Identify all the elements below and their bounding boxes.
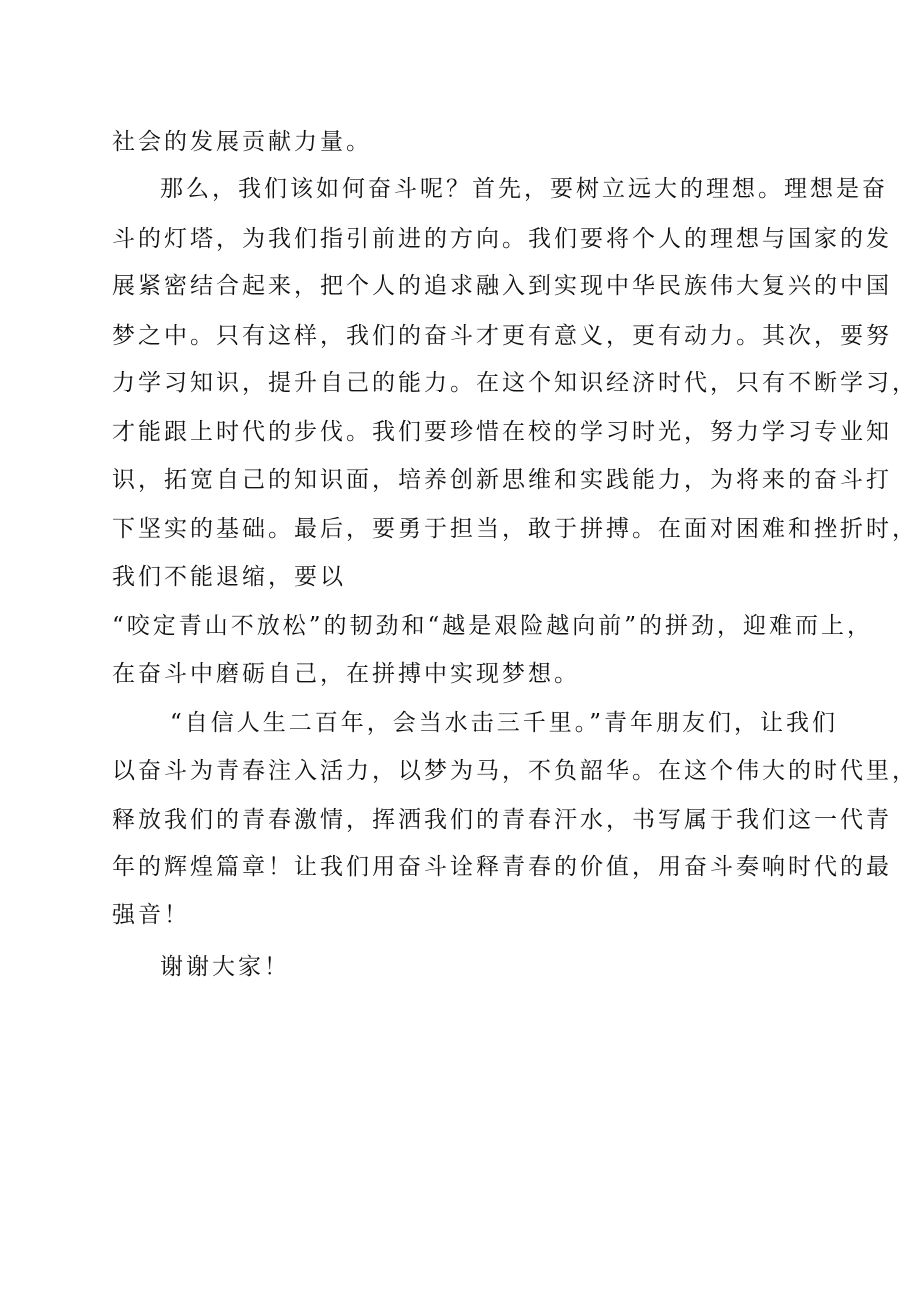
text-line: “咬定青山不放松”的韧劲和“越是艰险越向前”的拼劲，迎难而上， [112,613,874,639]
text-line: 力学习知识，提升自己的能力。在这个知识经济时代，只有不断学习， [112,370,918,396]
text-line: 年的辉煌篇章！让我们用奋斗诠释青春的价值，用奋斗奏响时代的最 [112,854,892,880]
text-line: “自信人生二百年，会当水击三千里。”青年朋友们，让我们 [170,710,839,736]
text-line: 释放我们的青春激情，挥洒我们的青春汗水，书写属于我们这一代青 [112,807,892,833]
text-line: 在奋斗中磨砺自己，在拼搏中实现梦想。 [112,661,580,687]
text-line: 社会的发展贡献力量。 [112,129,372,155]
text-line: 以奋斗为青春注入活力，以梦为马，不负韶华。在这个伟大的时代里， [112,758,918,784]
text-line: 下坚实的基础。最后，要勇于担当，敢于拼搏。在面对困难和挫折时， [112,516,918,542]
text-line: 我们不能退缩，要以 [112,564,346,590]
text-line: 才能跟上时代的步伐。我们要珍惜在校的学习时光，努力学习专业知 [112,419,892,445]
text-line: 梦之中。只有这样，我们的奋斗才更有意义，更有动力。其次，要努 [112,323,892,349]
text-line: 识，拓宽自己的知识面，培养创新思维和实践能力，为将来的奋斗打 [112,467,892,493]
text-line: 斗的灯塔，为我们指引前进的方向。我们要将个人的理想与国家的发 [112,226,892,252]
text-line: 那么，我们该如何奋斗呢？首先，要树立远大的理想。理想是奋 [160,176,888,202]
text-line: 谢谢大家！ [160,954,290,980]
text-line: 展紧密结合起来，把个人的追求融入到实现中华民族伟大复兴的中国 [112,273,892,299]
text-line: 强音！ [112,902,190,928]
